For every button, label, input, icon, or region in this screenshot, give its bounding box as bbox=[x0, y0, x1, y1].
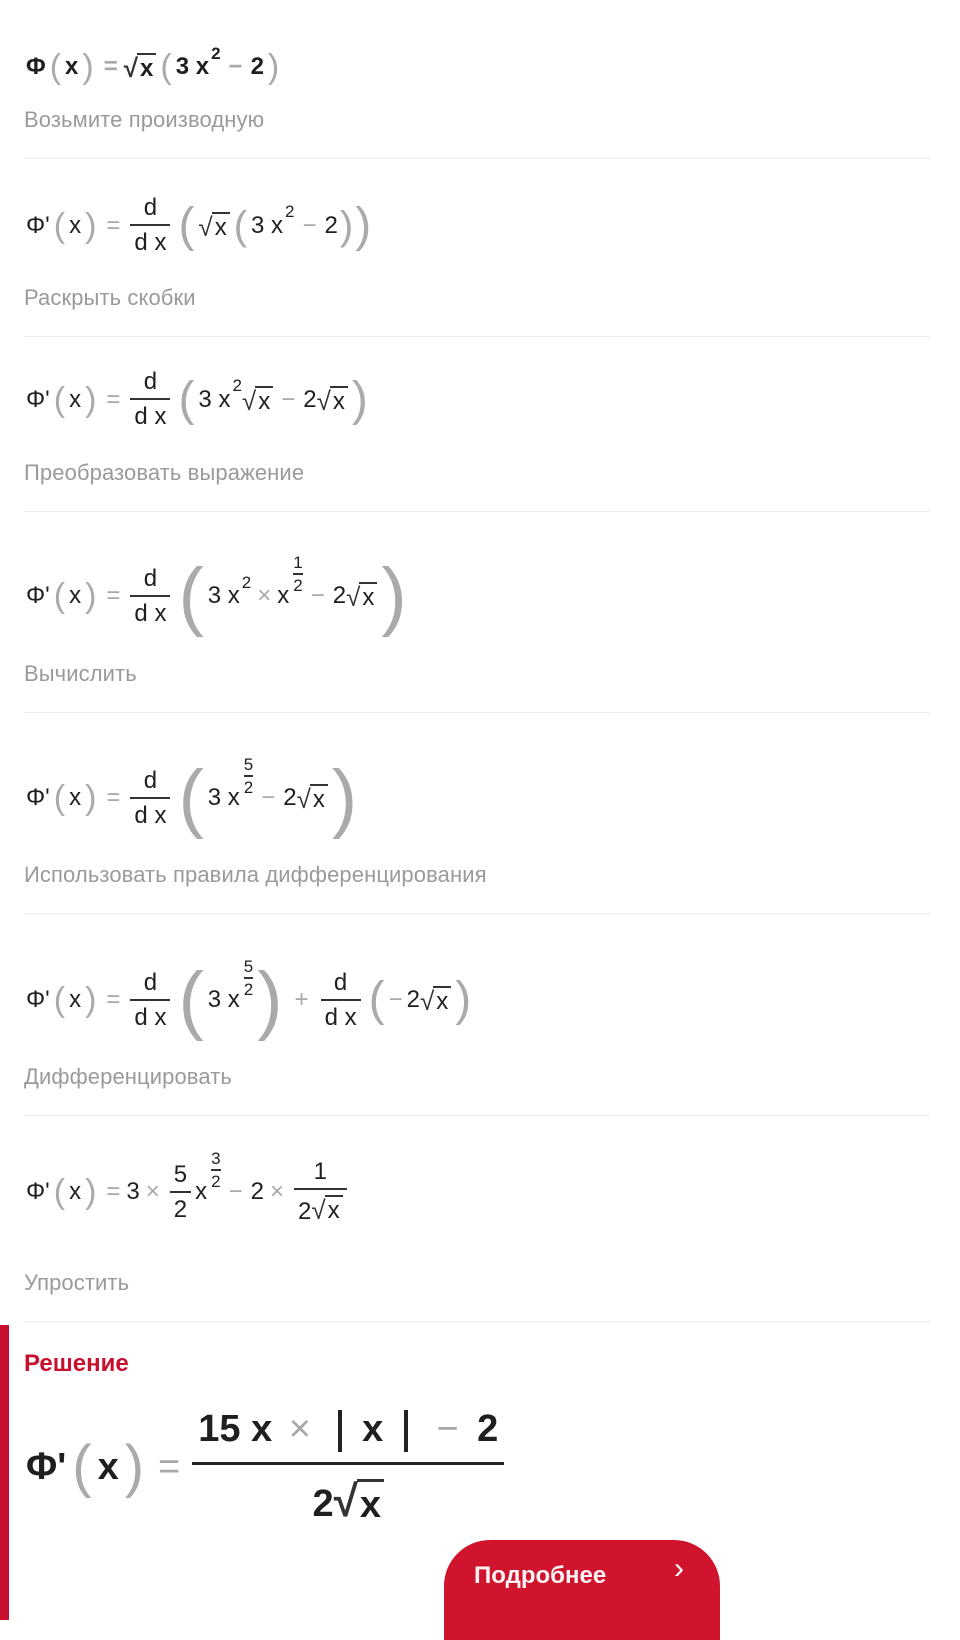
solution-expression: Φ ' ( x ) = 15 x × x − 2 2 √ x bbox=[26, 1408, 508, 1527]
step-7-expression: Φ ' ( x ) = 3 × $\frac{5}{2}$ x 3 2 − 2 × 1 2 √ x bbox=[26, 1160, 351, 1224]
solution-fraction: 15 x × x − 2 2 √ x bbox=[192, 1408, 504, 1527]
details-button-label: Подробнее bbox=[474, 1562, 607, 1589]
step-3-expression: Φ ' ( x ) = $\frac{d}{\text{d x}}$ ( 3 x 2 √ x − 2 √ x ) bbox=[26, 368, 368, 430]
step-1-expression: Φ ( x ) = √ x ( 3 x 2 − 2 ) bbox=[26, 43, 280, 86]
divider bbox=[24, 336, 930, 337]
step-4-expression: Φ ' ( x ) = $\frac{d}{\text{d x}}$ ( 3 x 2 × x 1 2 − 2 √ x ) bbox=[26, 553, 407, 638]
step-1-hint: Возьмите производную bbox=[24, 107, 265, 132]
step-6-hint: Дифференцировать bbox=[24, 1064, 232, 1089]
divider bbox=[24, 511, 930, 512]
step-3-hint: Преобразовать выражение bbox=[24, 460, 305, 485]
abs-bar-left bbox=[338, 1410, 342, 1452]
step-7-hint: Упростить bbox=[24, 1270, 130, 1295]
step-6-expression: Φ ' ( x ) = $\frac{d}{\text{d x}}$ ( 3 x 5 2 ) + $\frac{d}{\text{d x}}$ ( − 2 √ x ) bbox=[26, 957, 472, 1042]
derivative-operator: $\frac{d}{\text{d x}}$ bbox=[130, 196, 170, 255]
solution-accent-bar bbox=[0, 1325, 9, 1620]
divider bbox=[24, 1115, 930, 1116]
abs-bar-right bbox=[404, 1410, 408, 1452]
solution-title: Решение bbox=[24, 1350, 129, 1377]
divider bbox=[24, 158, 930, 159]
step-4-hint: Вычислить bbox=[24, 661, 137, 686]
step-5-expression: Φ ' ( x ) = $\frac{d}{\text{d x}}$ ( 3 x 5 2 − 2 √ x ) bbox=[26, 755, 358, 840]
divider bbox=[24, 913, 930, 914]
step-2-expression: Φ ' ( x ) = $\frac{d}{\text{d x}}$ ( √ x ( 3 x 2 − 2 ) ) bbox=[26, 194, 372, 256]
step-5-hint: Использовать правила дифференцирования bbox=[24, 862, 487, 887]
sqrt-x: √ x bbox=[124, 53, 157, 81]
step-2-hint: Раскрыть скобки bbox=[24, 285, 196, 310]
chevron-right-icon: › bbox=[674, 1552, 684, 1585]
phi-symbol: Φ bbox=[26, 53, 46, 80]
divider bbox=[24, 712, 930, 713]
divider bbox=[24, 1321, 930, 1322]
details-button[interactable] bbox=[444, 1540, 720, 1640]
